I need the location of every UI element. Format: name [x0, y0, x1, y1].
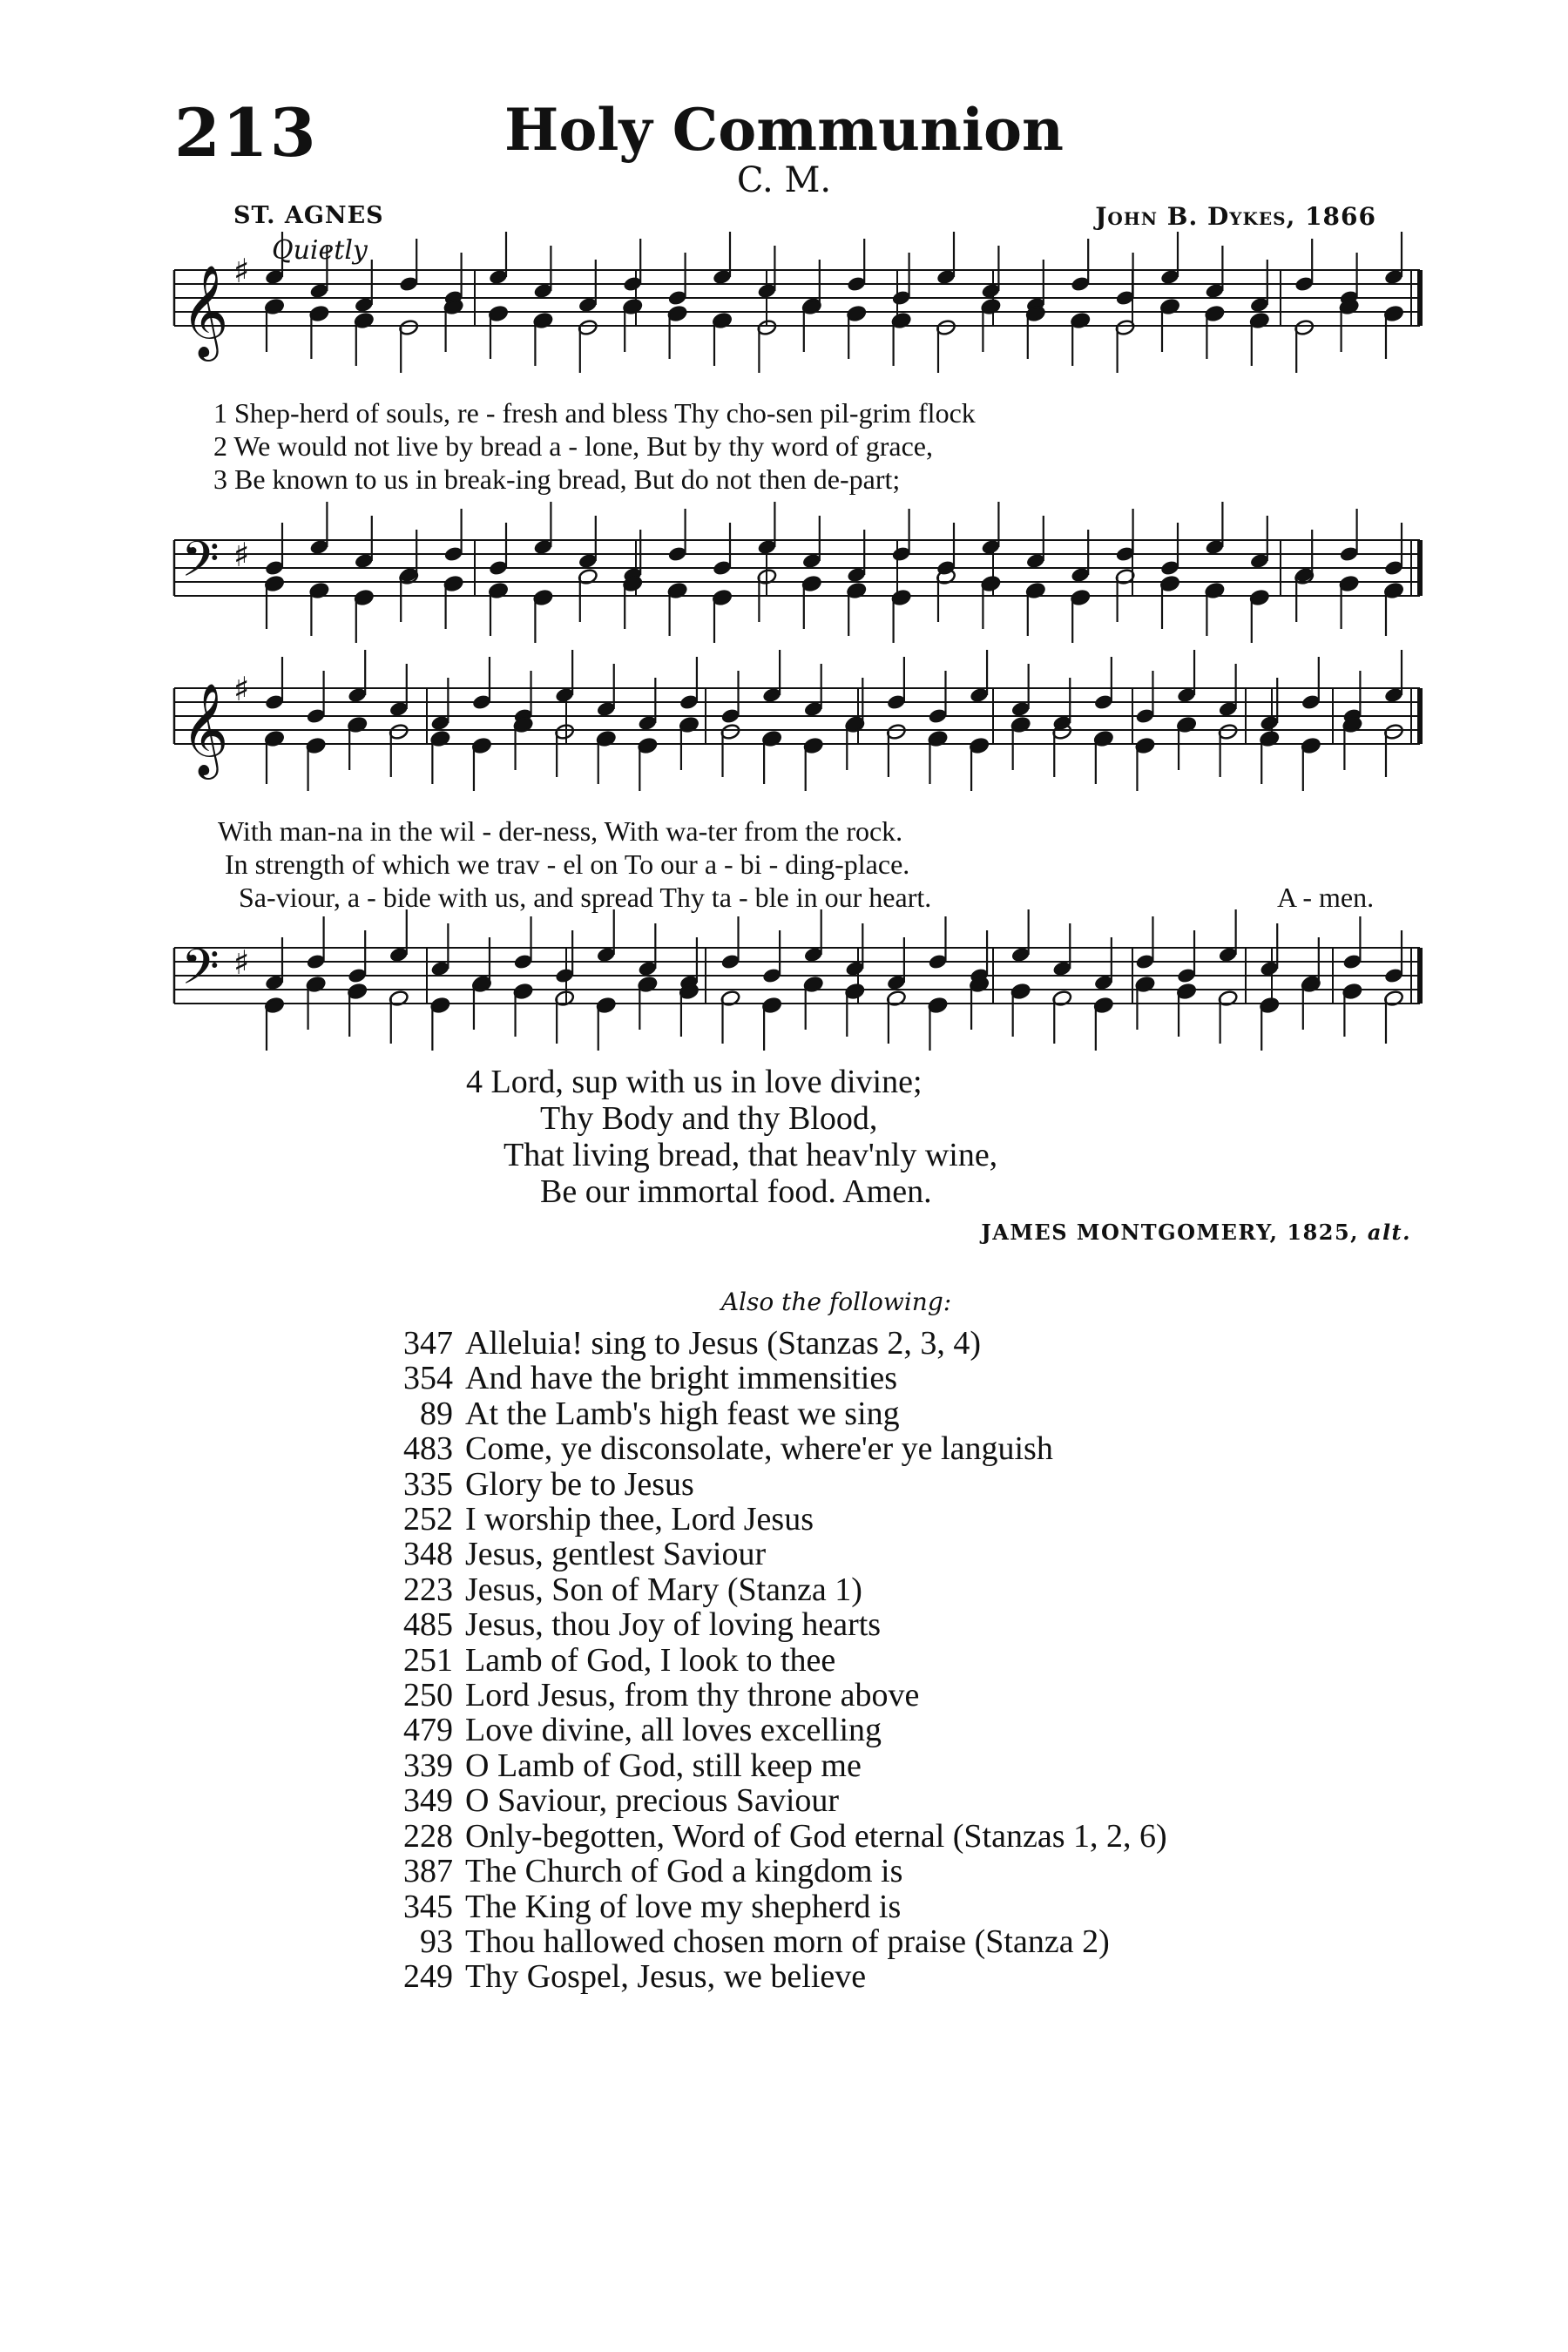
list-item — [375, 1713, 1167, 1747]
hymn-ref-title: At the Lamb's high feast we sing — [465, 1395, 900, 1432]
also-heading: Also the following: — [720, 1288, 952, 1316]
tempo-marking: Quietly — [272, 235, 368, 266]
hymn-ref-number: 228 — [403, 1817, 453, 1855]
treble-clef-icon: 𝄞 — [181, 682, 229, 775]
hymn-ref-title: Only-begotten, Word of God eternal (Stanzas 1, 2, 6) — [465, 1817, 1167, 1855]
list-item — [375, 1889, 1167, 1924]
hymn-ref-title: Jesus, Son of Mary (Stanza 1) — [465, 1571, 862, 1608]
hymn-ref-number: 249 — [403, 1958, 453, 1996]
hymn-ref-title: The King of love my shepherd is — [465, 1888, 902, 1925]
meter: C. M. — [736, 160, 832, 200]
key-signature-sharp-icon: ♯ — [233, 943, 250, 982]
list-item — [375, 1326, 1167, 1361]
key-signature-sharp-icon: ♯ — [233, 252, 250, 290]
hymn-ref-title: Thy Gospel, Jesus, we believe — [465, 1958, 867, 1996]
list-item — [375, 1819, 1167, 1854]
hymn-ref-number: 223 — [403, 1571, 453, 1608]
hymn-ref-number: 345 — [403, 1888, 453, 1925]
list-item — [375, 1959, 1167, 1994]
music-score — [0, 0, 1568, 1089]
hymn-ref-number: 354 — [403, 1360, 453, 1397]
list-item — [375, 1396, 1167, 1431]
bass-clef-icon: 𝄢 — [181, 531, 220, 600]
hymn-ref-number: 335 — [403, 1465, 453, 1503]
hymn-ref-number: 93 — [420, 1923, 453, 1960]
list-item — [375, 1431, 1167, 1466]
stanza-line-3: 3 Be known to us in break-ing bread, But do not then de-part; — [213, 463, 901, 495]
hymn-ref-number: 251 — [403, 1641, 453, 1679]
list-item — [375, 1748, 1167, 1783]
hymn-ref-title: Alleluia! sing to Jesus (Stanzas 2, 3, 4) — [465, 1325, 982, 1362]
stanza-line-3-cont: Sa-viour, a - bide with us, and spread Thy ta - ble in our heart. — [239, 882, 932, 913]
hymn-ref-number: 339 — [403, 1747, 453, 1784]
hymn-ref-number: 483 — [403, 1430, 453, 1468]
treble-clef-icon: 𝄞 — [181, 264, 229, 357]
stanza-line-1-cont: With man-na in the wil - der-ness, With wa-ter from the rock. — [218, 815, 903, 847]
list-item — [375, 1924, 1167, 1959]
hymn-ref-title: I worship thee, Lord Jesus — [465, 1501, 814, 1538]
tune-name: ST. AGNES — [233, 202, 384, 229]
list-item — [375, 1678, 1167, 1713]
list-item — [375, 1854, 1167, 1889]
list-item — [375, 1643, 1167, 1678]
stanza-line-1: 1 Shep-herd of souls, re - fresh and bless Thy cho-sen pil-grim flock — [213, 397, 976, 429]
hymn-ref-number: 387 — [403, 1853, 453, 1890]
hymn-ref-number: 485 — [403, 1606, 453, 1644]
hymn-ref-title: Love divine, all loves excelling — [465, 1712, 882, 1749]
hymn-ref-number: 250 — [403, 1677, 453, 1714]
bass-clef-icon: 𝄢 — [181, 939, 220, 1008]
hymn-ref-title: And have the bright immensities — [465, 1360, 898, 1397]
amen-lyric: A - men. — [1277, 882, 1375, 913]
hymn-ref-title: Jesus, gentlest Saviour — [465, 1536, 767, 1573]
hymn-ref-title: Lamb of God, I look to thee — [465, 1641, 836, 1679]
list-item — [375, 1537, 1167, 1571]
hymn-ref-number: 349 — [403, 1782, 453, 1820]
stanza-line-2: 2 We would not live by bread a - lone, But by thy word of grace, — [213, 430, 933, 462]
hymn-ref-title: Lord Jesus, from thy throne above — [465, 1677, 920, 1714]
stanza4-line-3: That living bread, that heav'nly wine, — [504, 1137, 998, 1173]
list-item — [375, 1502, 1167, 1537]
hymn-ref-number: 479 — [403, 1712, 453, 1749]
hymn-number: 213 — [174, 94, 318, 172]
list-item — [375, 1361, 1167, 1396]
hymn-ref-number: 347 — [403, 1325, 453, 1362]
stanza4-line-2: Thy Body and thy Blood, — [540, 1100, 878, 1137]
hymn-ref-number: 252 — [403, 1501, 453, 1538]
hymn-ref-title: The Church of God a kingdom is — [465, 1853, 903, 1890]
also-list — [375, 1326, 1167, 1995]
list-item — [375, 1467, 1167, 1502]
composer: John B. Dykes, 1866 — [1095, 202, 1376, 231]
key-signature-sharp-icon: ♯ — [233, 670, 250, 708]
text-author: JAMES MONTGOMERY, 1825, alt. — [981, 1220, 1411, 1245]
hymn-ref-title: Jesus, thou Joy of loving hearts — [465, 1606, 882, 1644]
stanza4-line-1: 4 Lord, sup with us in love divine; — [466, 1064, 923, 1100]
hymn-ref-number: 89 — [420, 1395, 453, 1432]
hymn-ref-title: Come, ye disconsolate, where'er ye languish — [465, 1430, 1053, 1468]
hymn-ref-title: Thou hallowed chosen morn of praise (Stanza 2) — [465, 1923, 1110, 1960]
stanza-line-2-cont: In strength of which we trav - el on To our a - bi - ding-place. — [225, 848, 910, 880]
stanza4-line-4: Be our immortal food. Amen. — [540, 1173, 932, 1210]
list-item — [375, 1572, 1167, 1607]
hymn-ref-number: 348 — [403, 1536, 453, 1573]
hymn-ref-title: Glory be to Jesus — [465, 1465, 694, 1503]
page-title: Holy Communion — [504, 96, 1064, 164]
hymn-ref-title: O Saviour, precious Saviour — [465, 1782, 840, 1820]
list-item — [375, 1607, 1167, 1642]
list-item — [375, 1783, 1167, 1818]
hymn-ref-title: O Lamb of God, still keep me — [465, 1747, 862, 1784]
key-signature-sharp-icon: ♯ — [233, 536, 250, 574]
